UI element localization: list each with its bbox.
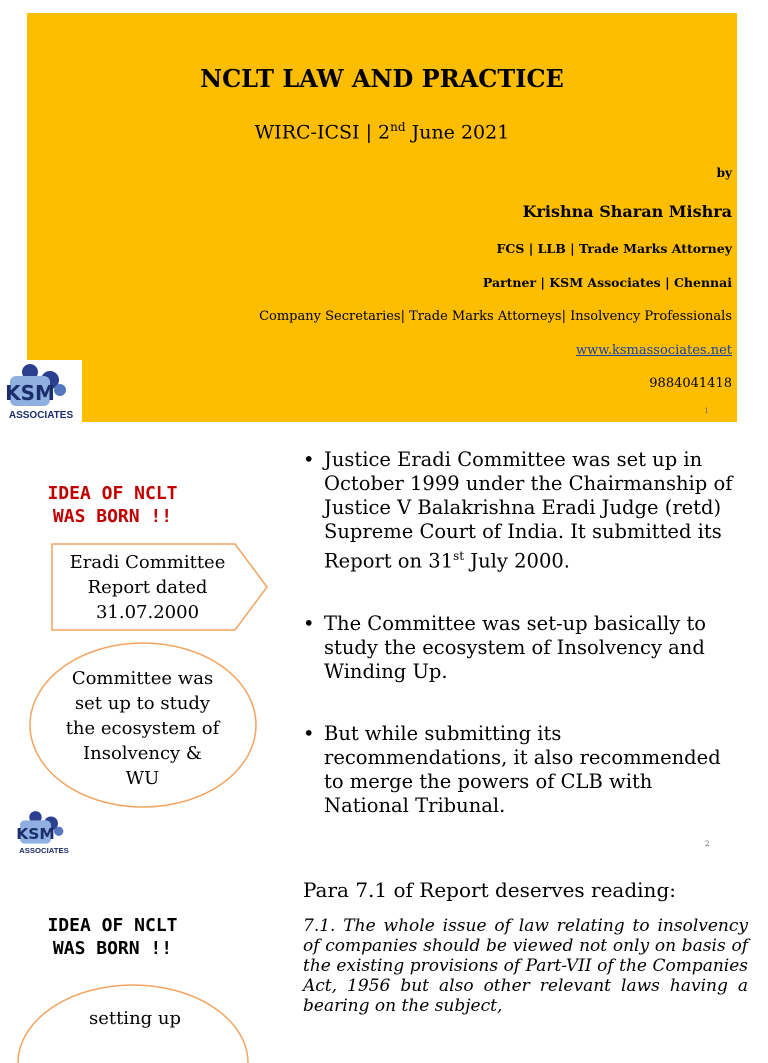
presentation-title: NCLT LAW AND PRACTICE: [200, 64, 564, 93]
separator: |: [365, 121, 372, 144]
bullet-item: • The Committee was set-up basically to study the ecosystem of Insolvency and Winding Up.: [300, 612, 740, 684]
quote-text: 7.1. The whole issue of law relating to insolvency of companies should be viewed not only on basis of the existing provisions of Part-VII of the Companies Act, 1956 but also other relevant laws having a bearing on the subject,: [303, 916, 748, 1016]
logo-letters: KSM: [5, 381, 55, 405]
oval-text: [40, 666, 245, 791]
slide3-heading: [25, 914, 200, 960]
oval-text: setting up: [88, 1008, 182, 1029]
firm-services: Company Secretaries| Trade Marks Attorneys| Insolvency Professionals: [259, 309, 732, 324]
event-subtitle: [27, 120, 737, 143]
slide2-heading: [25, 482, 200, 528]
callout-line: Report dated: [87, 577, 208, 598]
presenter-qualifications: FCS | LLB | Trade Marks Attorney: [496, 241, 732, 256]
ksm-logo-icon: [8, 808, 80, 856]
heading-line: IDEA OF NCLT: [47, 483, 178, 504]
page-number: 1: [704, 407, 709, 415]
date-rest: June 2021: [411, 121, 510, 144]
callout-line: Eradi Committee: [69, 552, 226, 573]
oval-line: the ecosystem of: [65, 718, 220, 739]
oval-line: set up to study: [74, 693, 211, 714]
ksm-logo: [8, 808, 69, 870]
date-day: 2: [378, 121, 391, 144]
phone-number: 9884041418: [649, 376, 732, 391]
presenter-position: Partner | KSM Associates | Chennai: [482, 275, 732, 290]
oval-line: WU: [125, 768, 160, 789]
para-heading: Para 7.1 of Report deserves reading:: [303, 878, 676, 902]
callout-line: 31.07.2000: [95, 602, 200, 623]
bullet-item: • Justice Eradi Committee was set up in October 1999 under the Chairmanship of Justice V Balakrishna Eradi Judge (retd) Supreme Court of India. It submitted its Report on 31st July 2000.: [300, 448, 740, 574]
logo-letters: KSM: [16, 824, 55, 843]
heading-line: WAS BORN !!: [52, 938, 173, 959]
website-link[interactable]: www.ksmassociates.net: [576, 343, 732, 358]
logo-wordmark: ASSOCIATES: [8, 410, 74, 421]
bullet-list: [300, 448, 740, 856]
callout-text: [55, 550, 240, 625]
date-suffix: nd: [390, 120, 406, 134]
page-number: 2: [705, 840, 710, 848]
presenter-name: Krishna Sharan Mishra: [522, 202, 732, 221]
heading-line: WAS BORN !!: [52, 506, 173, 527]
bullet-item: • But while submitting its recommendations, it also recommended to merge the powers of CLB with National Tribunal.: [300, 722, 740, 818]
heading-line: IDEA OF NCLT: [47, 915, 178, 936]
event-name: WIRC-ICSI: [254, 121, 360, 144]
title-slide: [27, 13, 737, 422]
ksm-logo-icon: [0, 360, 82, 422]
oval-line: Committee was: [71, 668, 214, 689]
ksm-logo: [0, 360, 82, 422]
by-label: by: [716, 166, 732, 180]
oval-line: Insolvency &: [83, 743, 202, 764]
logo-wordmark: ASSOCIATES: [19, 845, 69, 855]
